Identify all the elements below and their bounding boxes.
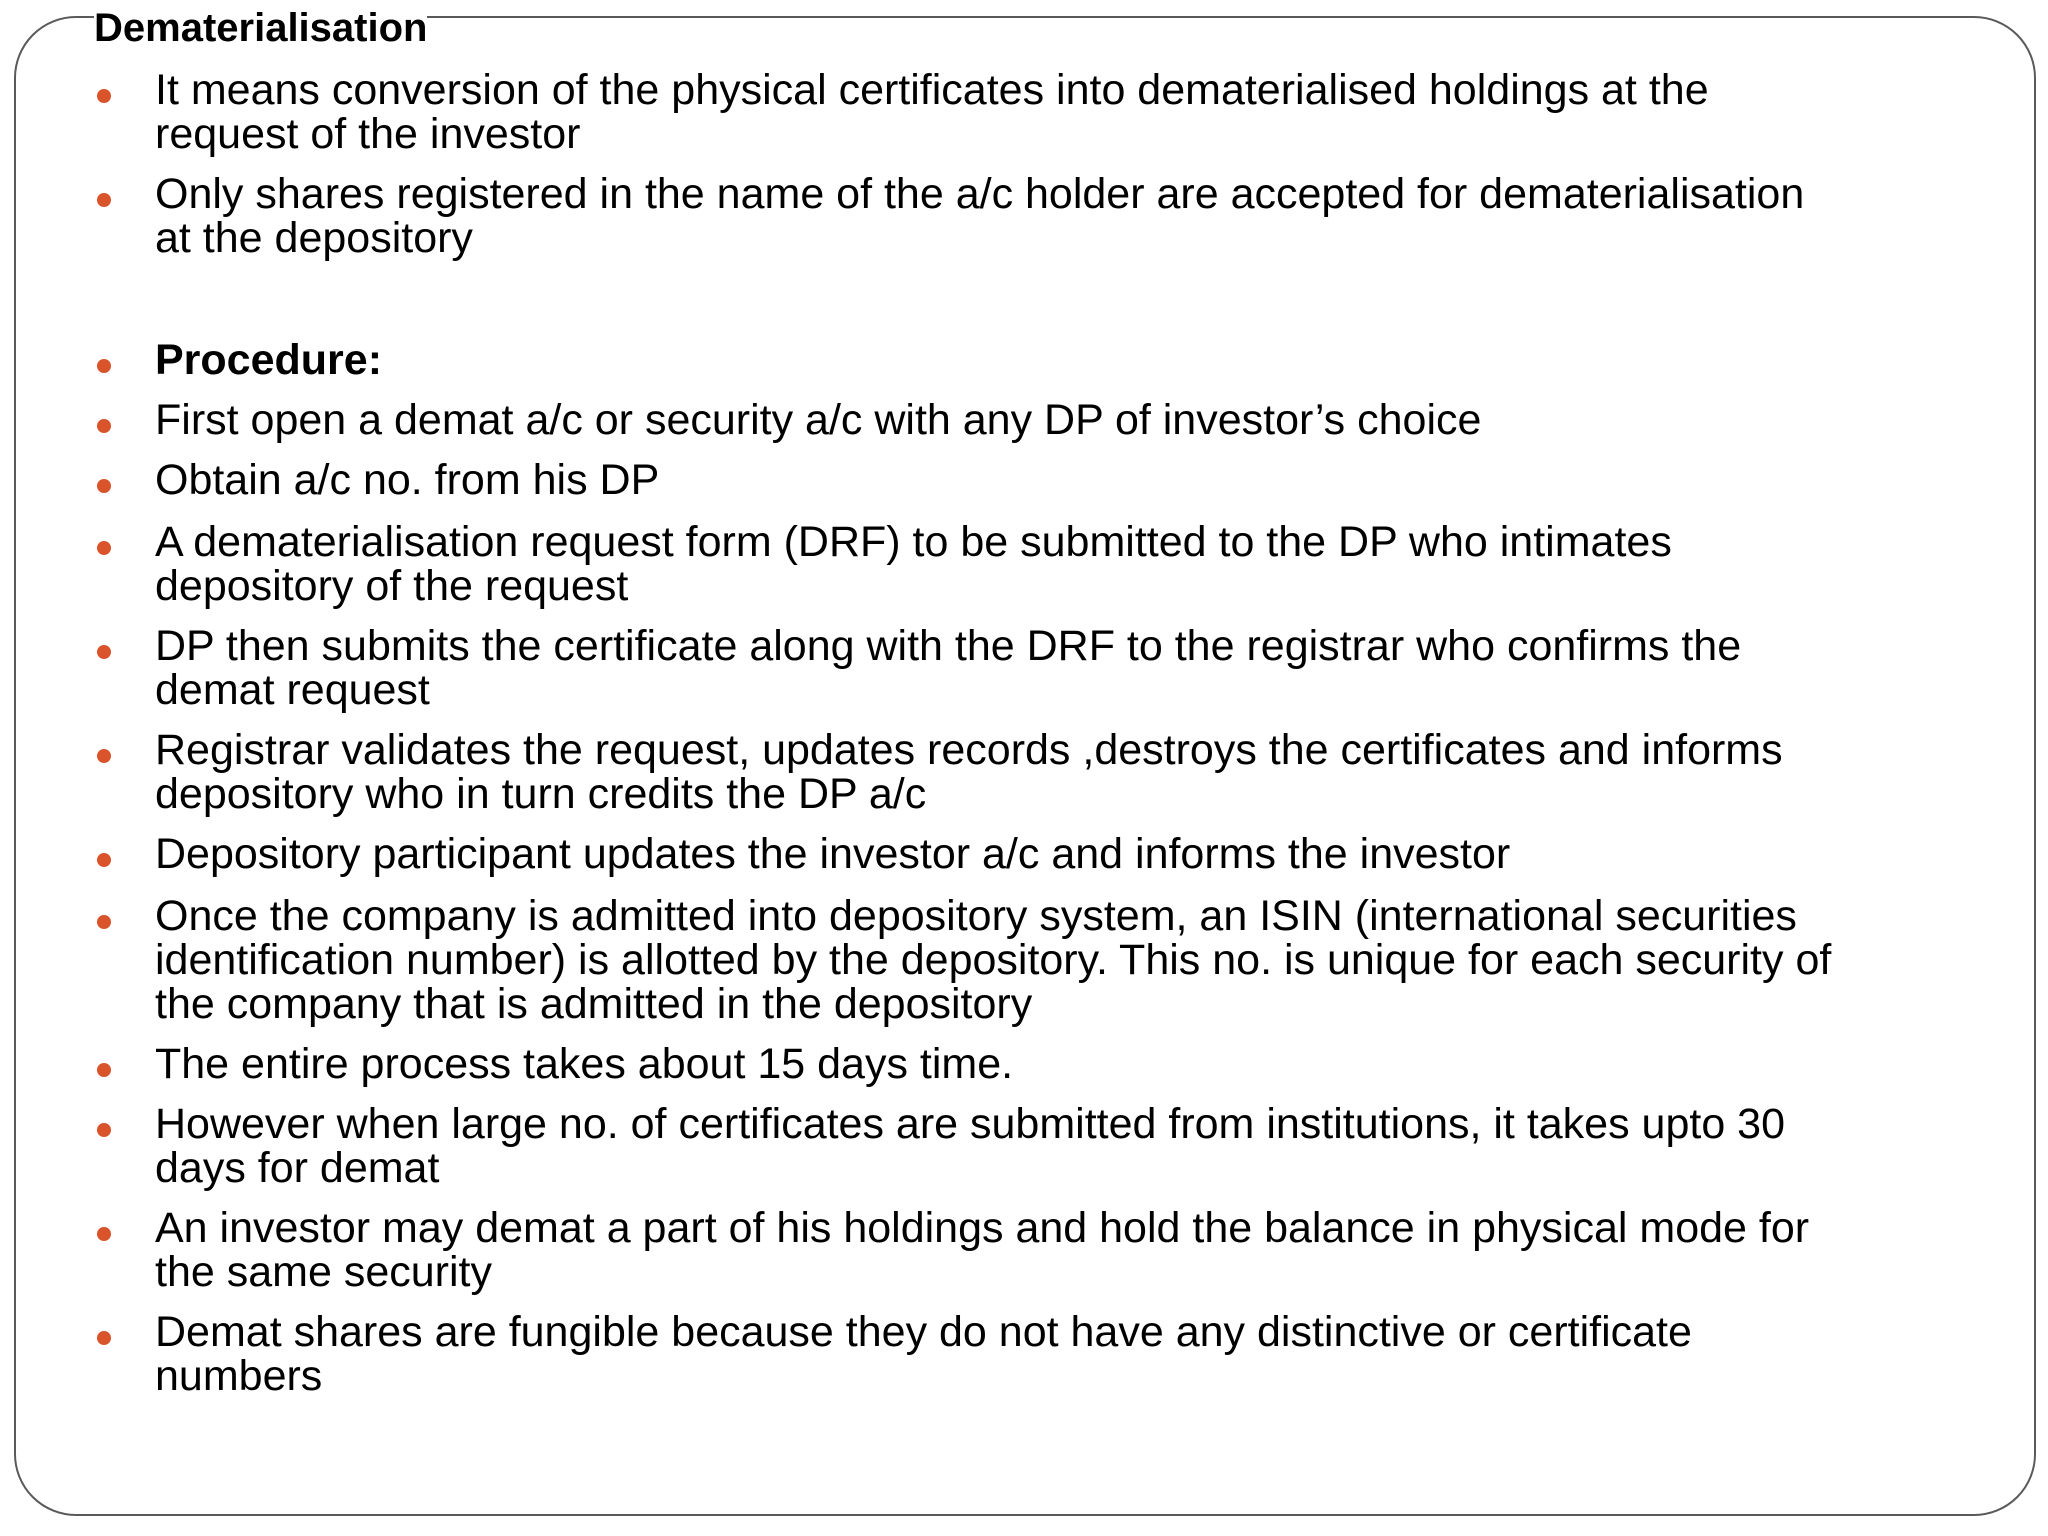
bullet-text: Once the company is admitted into depository system, an ISIN (international securities identification number) is allotted by the depository. This no. is unique for each security of the company that is admitted in the depository	[155, 892, 1832, 1028]
bullet-text: It means conversion of the physical certificates into dematerialised holdings at the request of the investor	[155, 66, 1709, 158]
bullet-text: First open a demat a/c or security a/c with any DP of investor’s choice	[155, 396, 1482, 444]
bullet-dot-icon	[97, 749, 111, 763]
bullet-text: However when large no. of certificates are submitted from institutions, it takes upto 30 days for demat	[155, 1100, 1786, 1192]
bullet-text: Obtain a/c no. from his DP	[155, 456, 660, 504]
bullet-dot-icon	[97, 1227, 111, 1241]
bullet-dot-icon	[97, 419, 111, 433]
bullet-dot-icon	[97, 541, 111, 555]
bullet-dot-icon	[97, 89, 111, 103]
bullet-text: Only shares registered in the name of the a/c holder are accepted for dematerialisation at the depository	[155, 170, 1805, 262]
bullet-dot-icon	[97, 645, 111, 659]
bullet-dot-icon	[97, 1331, 111, 1345]
bullet-text: DP then submits the certificate along with the DRF to the registrar who confirms the demat request	[155, 622, 1742, 714]
slide-title: Dematerialisation	[94, 6, 428, 50]
bullet-dot-icon	[97, 1123, 111, 1137]
bullet-dot-icon	[97, 359, 111, 373]
bullet-dot-icon	[97, 479, 111, 493]
bullet-text: A dematerialisation request form (DRF) to be submitted to the DP who intimates depository of the request	[155, 518, 1672, 610]
bullet-text: Demat shares are fungible because they do not have any distinctive or certificate numbers	[155, 1308, 1692, 1400]
bullet-dot-icon	[97, 915, 111, 929]
bullet-dot-icon	[97, 1063, 111, 1077]
bullet-text: Depository participant updates the investor a/c and informs the investor	[155, 830, 1511, 878]
bullet-dot-icon	[97, 193, 111, 207]
bullet-text: An investor may demat a part of his holdings and hold the balance in physical mode for the same security	[155, 1204, 1810, 1296]
bullet-text: Registrar validates the request, updates records ,destroys the certificates and informs depository who in turn credits the DP a/c	[155, 726, 1783, 818]
bullet-dot-icon	[97, 853, 111, 867]
bullet-text: Procedure:	[155, 336, 383, 384]
bullet-text: The entire process takes about 15 days time.	[155, 1040, 1014, 1088]
